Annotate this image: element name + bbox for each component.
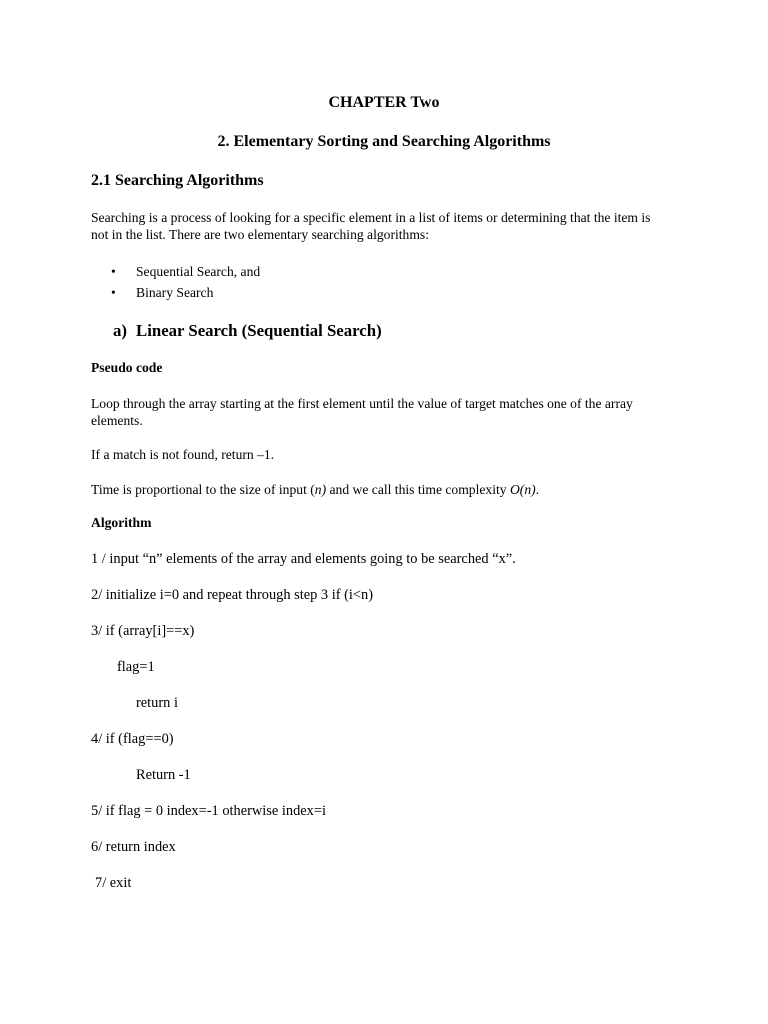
intro-paragraph: Searching is a process of looking for a specific element in a list of items or determining that the item is not in the list. There are two elementary searching algorithms: [91,210,651,242]
algorithm-step: return i [136,695,178,711]
pseudo-code-heading: Pseudo code [91,360,163,375]
algorithm-step: 2/ initialize i=0 and repeat through step 3 if (i<n) [91,587,373,603]
algorithm-step: 3/ if (array[i]==x) [91,623,195,639]
chapter-title: 2. Elementary Sorting and Searching Algorithms [217,133,551,150]
algorithm-step: 7/ exit [95,875,132,891]
pseudo-paragraph-match: If a match is not found, return –1. [91,447,275,462]
subsection-label: a) [113,321,127,340]
subsection-title: Linear Search (Sequential Search) [136,321,382,340]
pseudo-paragraph-complexity: Time is proportional to the size of input (n) and we call this time complexity O(n). [91,482,540,497]
chapter-heading: CHAPTER Two [328,94,440,111]
algorithm-heading: Algorithm [91,515,152,530]
pseudo-paragraph-loop: Loop through the array starting at the first element until the value of target matches one of the array elements. [91,396,633,428]
algorithm-step: 5/ if flag = 0 index=-1 otherwise index=i [91,803,326,819]
algorithm-step: 4/ if (flag==0) [91,731,174,747]
algorithm-step: flag=1 [117,659,155,675]
algorithm-step: Return -1 [136,767,191,783]
list-item: Sequential Search, and [136,264,261,279]
section-heading: 2.1 Searching Algorithms [91,172,264,189]
list-item: Binary Search [136,285,214,300]
algorithm-step: 6/ return index [91,839,176,855]
bullet-marker: • [111,285,116,300]
bullet-marker: • [111,264,116,279]
subsection-heading [113,321,382,341]
algorithm-step: 1 / input “n” elements of the array and elements going to be searched “x”. [91,551,516,567]
